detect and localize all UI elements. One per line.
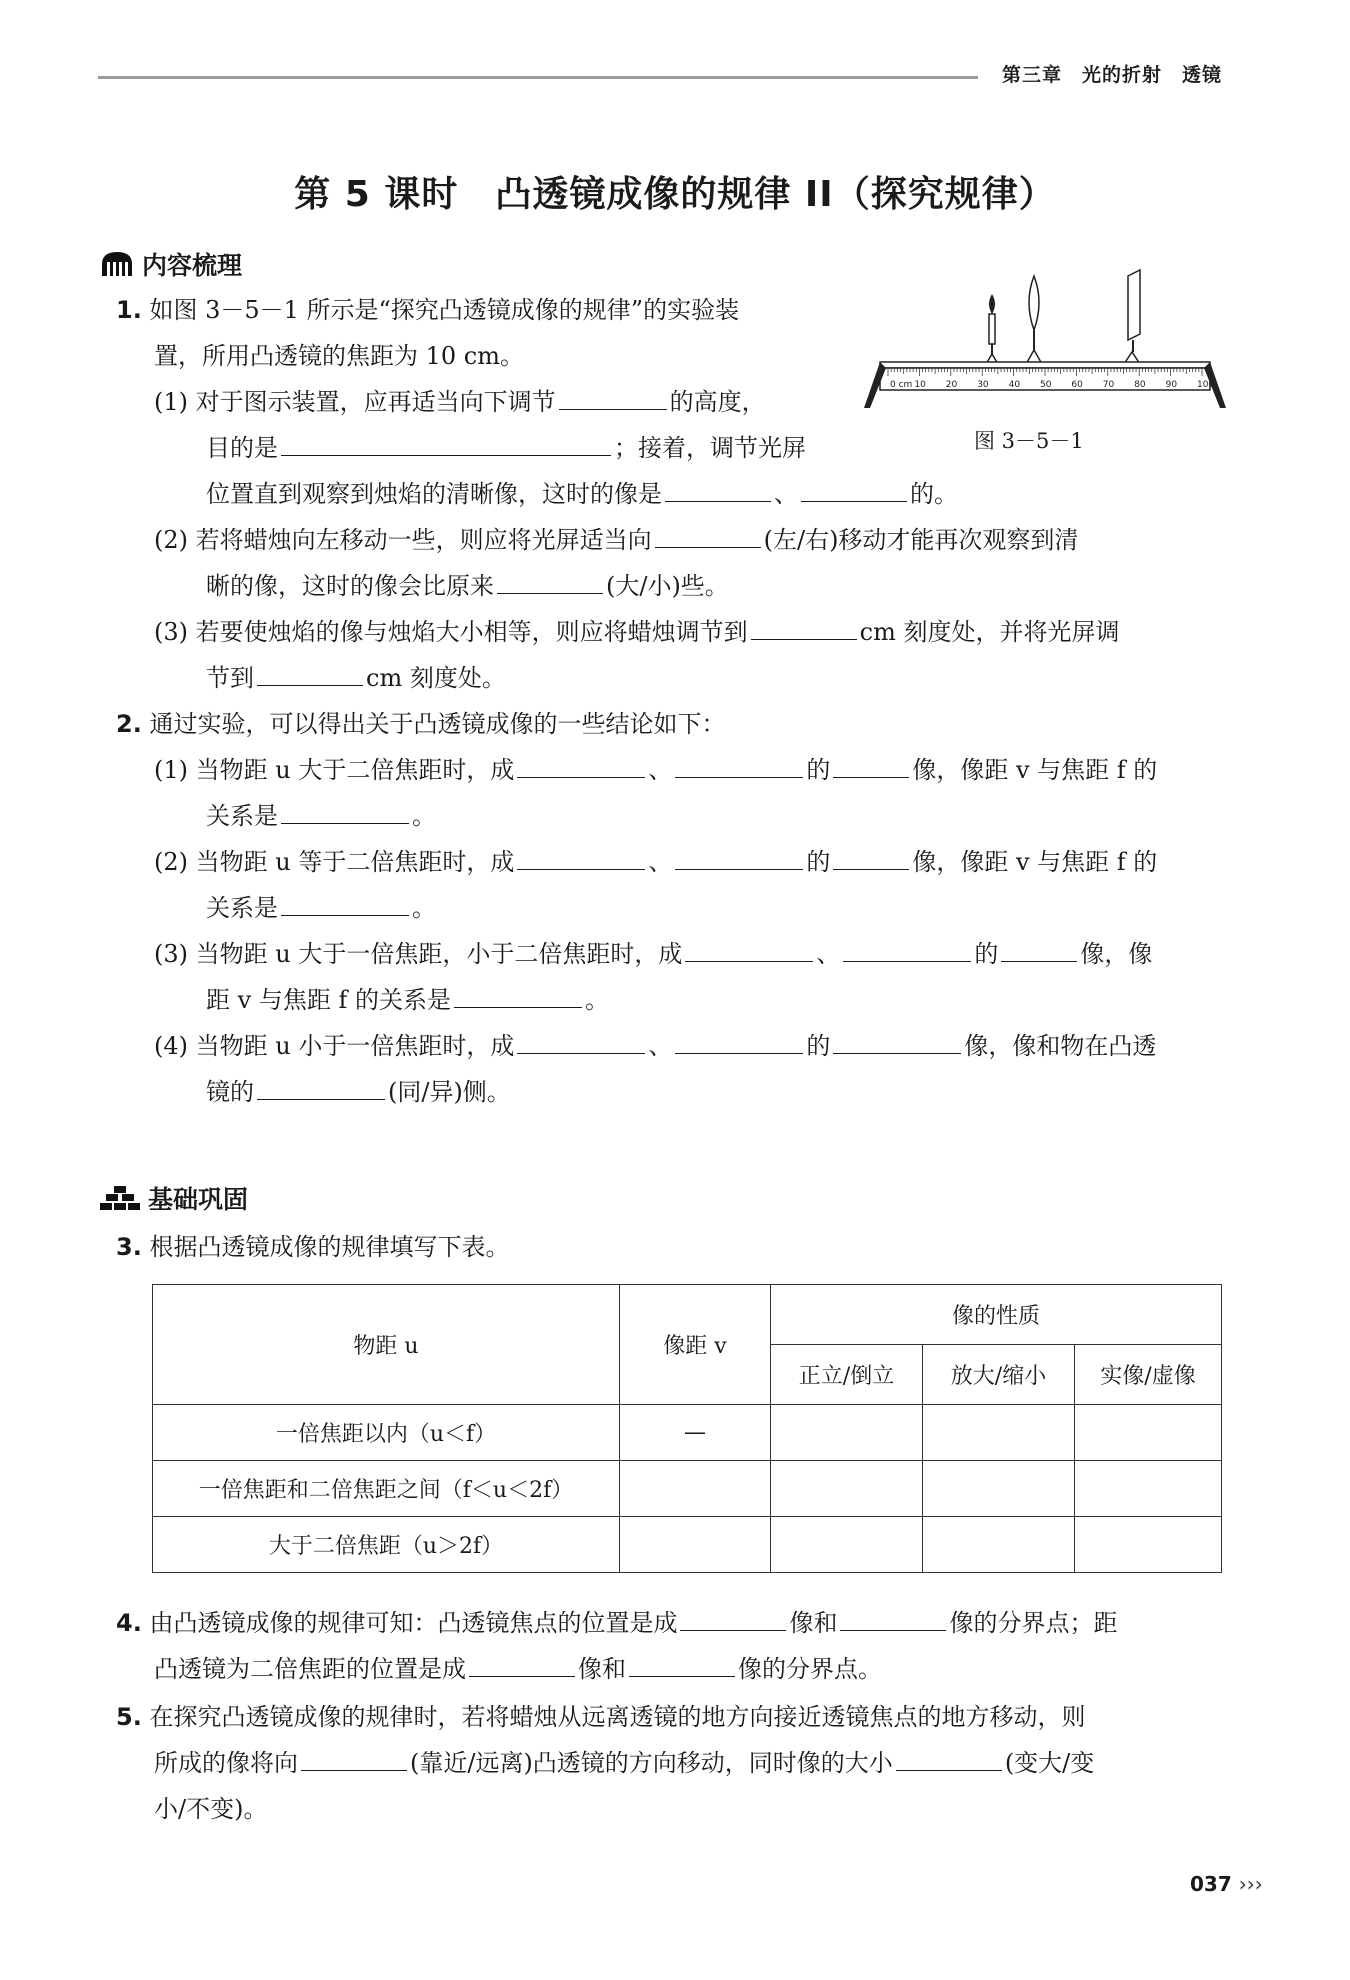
section-heading-basic-consolidation bbox=[100, 1180, 248, 1218]
header-upright-inverted: 正立/倒立 bbox=[771, 1345, 923, 1405]
q4-number: 4. bbox=[116, 1609, 142, 1637]
answer-blank[interactable] bbox=[685, 937, 813, 962]
q1-part2-line2: 晰的像，这时的像会比原来 (大/小)些。 bbox=[206, 569, 729, 603]
figure-caption: 图 3－5－1 bbox=[974, 429, 1084, 453]
image-properties-table bbox=[152, 1284, 1222, 1573]
page-number: 037 ››› bbox=[1190, 1872, 1263, 1896]
answer-blank[interactable] bbox=[680, 1606, 786, 1631]
section-heading-label: 基础巩固 bbox=[148, 1185, 249, 1214]
answer-blank[interactable] bbox=[517, 845, 645, 870]
header-enlarged-reduced: 放大/缩小 bbox=[923, 1345, 1075, 1405]
answer-cell[interactable] bbox=[923, 1405, 1075, 1461]
answer-blank[interactable] bbox=[497, 569, 603, 594]
answer-blank[interactable] bbox=[281, 891, 409, 916]
q2-c4-line1: (4) 当物距 u 小于一倍焦距时，成 、 的 像，像和物在凸透 bbox=[154, 1029, 1156, 1063]
row-label: 一倍焦距以内（u＜f） bbox=[153, 1405, 620, 1461]
answer-blank[interactable] bbox=[559, 385, 667, 410]
section-heading-content-review bbox=[100, 246, 242, 284]
q2-c4-line2: 镜的 (同/异)侧。 bbox=[206, 1075, 511, 1109]
header-image-distance: 像距 v bbox=[620, 1285, 771, 1405]
header-object-distance: 物距 u bbox=[153, 1285, 620, 1405]
q2-c3-line1: (3) 当物距 u 大于一倍焦距，小于二倍焦距时，成 、 的 像，像 bbox=[154, 937, 1152, 971]
answer-cell[interactable] bbox=[771, 1461, 923, 1517]
row-image-distance[interactable]: — bbox=[620, 1405, 771, 1461]
answer-blank[interactable] bbox=[469, 1652, 575, 1677]
ruler-label: 0 cm bbox=[890, 380, 913, 390]
answer-cell[interactable] bbox=[1075, 1461, 1222, 1517]
answer-blank[interactable] bbox=[833, 753, 909, 778]
q1-part1-line3: 位置直到观察到烛焰的清晰像，这时的像是 、 的。 bbox=[206, 477, 958, 511]
answer-blank[interactable] bbox=[629, 1652, 735, 1677]
answer-blank[interactable] bbox=[281, 431, 611, 456]
table-row bbox=[153, 1517, 1222, 1573]
convex-lens-icon bbox=[1026, 276, 1042, 364]
ruler-label: 10 bbox=[914, 380, 926, 390]
q1-number: 1. bbox=[116, 296, 142, 324]
header-rule bbox=[98, 76, 978, 79]
q5-line1: 5. 在探究凸透镜成像的规律时，若将蜡烛从远离透镜的地方向接近透镜焦点的地方移动，则 bbox=[116, 1703, 1086, 1731]
answer-blank[interactable] bbox=[454, 983, 582, 1008]
answer-blank[interactable] bbox=[517, 753, 645, 778]
answer-blank[interactable] bbox=[517, 1029, 645, 1054]
header-real-virtual: 实像/虚像 bbox=[1075, 1345, 1222, 1405]
answer-blank[interactable] bbox=[833, 1029, 961, 1054]
section-heading-label: 内容梳理 bbox=[142, 251, 243, 280]
ruler-label: 60 bbox=[1071, 380, 1083, 390]
q1-line2: 置，所用凸透镜的焦距为 10 cm。 bbox=[154, 342, 524, 370]
q2-c3-line2: 距 v 与焦距 f 的关系是 。 bbox=[206, 983, 609, 1017]
q2-c1-line2: 关系是 。 bbox=[206, 799, 436, 833]
ruler-label: 80 bbox=[1134, 380, 1146, 390]
q3-number: 3. bbox=[116, 1233, 142, 1261]
q2-c2-line1: (2) 当物距 u 等于二倍焦距时，成 、 的 像，像距 v 与焦距 f 的 bbox=[154, 845, 1157, 879]
answer-cell[interactable] bbox=[923, 1461, 1075, 1517]
q1-part3-line1: (3) 若要使烛焰的像与烛焰大小相等，则应将蜡烛调节到 cm 刻度处，并将光屏调 bbox=[154, 615, 1119, 649]
answer-cell[interactable] bbox=[1075, 1405, 1222, 1461]
table-row bbox=[153, 1461, 1222, 1517]
answer-blank[interactable] bbox=[751, 615, 857, 640]
answer-blank[interactable] bbox=[281, 799, 409, 824]
arch-icon bbox=[100, 250, 134, 284]
answer-blank[interactable] bbox=[257, 1075, 385, 1100]
answer-blank[interactable] bbox=[675, 753, 803, 778]
answer-cell[interactable] bbox=[771, 1405, 923, 1461]
row-label: 一倍焦距和二倍焦距之间（f＜u＜2f） bbox=[153, 1461, 620, 1517]
ruler-label: 50 bbox=[1040, 380, 1052, 390]
answer-cell[interactable] bbox=[923, 1517, 1075, 1573]
answer-blank[interactable] bbox=[1001, 937, 1077, 962]
answer-cell[interactable] bbox=[771, 1517, 923, 1573]
q5-line2: 所成的像将向 (靠近/远离)凸透镜的方向移动，同时像的大小 (变大/变 bbox=[154, 1746, 1094, 1780]
q4-line2: 凸透镜为二倍焦距的位置是成 像和 像的分界点。 bbox=[154, 1652, 882, 1686]
q1-line1: 1. 如图 3－5－1 所示是“探究凸透镜成像的规律”的实验装 bbox=[116, 296, 740, 324]
page-title: 第 5 课时 凸透镜成像的规律 II（探究规律） bbox=[294, 174, 1056, 215]
q5-number: 5. bbox=[116, 1703, 142, 1731]
light-screen-icon bbox=[1124, 270, 1140, 364]
q1-part2-line1: (2) 若将蜡烛向左移动一些，则应将光屏适当向 (左/右)移动才能再次观察到清 bbox=[154, 523, 1078, 557]
q5-line3: 小/不变)。 bbox=[154, 1795, 268, 1823]
answer-cell[interactable] bbox=[1075, 1517, 1222, 1573]
q1-part1-line1: (1) 对于图示装置，应再适当向下调节 的高度， bbox=[154, 385, 766, 419]
optical-bench-diagram bbox=[858, 268, 1228, 428]
header-image-nature: 像的性质 bbox=[771, 1285, 1222, 1345]
figure-optical-bench bbox=[858, 268, 1228, 428]
ruler-label: 30 bbox=[977, 380, 989, 390]
answer-blank[interactable] bbox=[301, 1746, 407, 1771]
ruler-label: 100 bbox=[1197, 380, 1215, 390]
answer-blank[interactable] bbox=[833, 845, 909, 870]
table-row bbox=[153, 1405, 1222, 1461]
answer-blank[interactable] bbox=[675, 1029, 803, 1054]
candle-icon bbox=[986, 294, 998, 364]
bricks-icon bbox=[100, 1184, 140, 1218]
chapter-header: 第三章 光的折射 透镜 bbox=[1002, 64, 1223, 86]
answer-blank[interactable] bbox=[843, 937, 971, 962]
q1-part3-line2: 节到 cm 刻度处。 bbox=[206, 661, 506, 695]
row-image-distance[interactable] bbox=[620, 1517, 771, 1573]
q3-text: 3. 根据凸透镜成像的规律填写下表。 bbox=[116, 1233, 510, 1261]
q2-number: 2. bbox=[116, 710, 142, 738]
answer-blank[interactable] bbox=[675, 845, 803, 870]
ruler-label: 20 bbox=[945, 380, 958, 390]
q1-part1-line2: 目的是 ；接着，调节光屏 bbox=[206, 431, 806, 465]
chevrons-right-icon: ››› bbox=[1238, 1872, 1263, 1896]
answer-blank[interactable] bbox=[896, 1746, 1002, 1771]
ruler-label: 40 bbox=[1008, 380, 1021, 390]
answer-blank[interactable] bbox=[801, 477, 907, 502]
q2-c2-line2: 关系是 。 bbox=[206, 891, 436, 925]
answer-blank[interactable] bbox=[840, 1606, 946, 1631]
q4-line1: 4. 由凸透镜成像的规律可知：凸透镜焦点的位置是成 像和 像的分界点；距 bbox=[116, 1606, 1117, 1640]
ruler-label: 70 bbox=[1102, 380, 1115, 390]
answer-blank[interactable] bbox=[655, 523, 761, 548]
ruler-label: 90 bbox=[1165, 380, 1178, 390]
q2-intro: 2. 通过实验，可以得出关于凸透镜成像的一些结论如下： bbox=[116, 710, 726, 738]
q2-c1-line1: (1) 当物距 u 大于二倍焦距时，成 、 的 像，像距 v 与焦距 f 的 bbox=[154, 753, 1157, 787]
row-label: 大于二倍焦距（u＞2f） bbox=[153, 1517, 620, 1573]
answer-blank[interactable] bbox=[257, 661, 363, 686]
answer-blank[interactable] bbox=[665, 477, 771, 502]
row-image-distance[interactable] bbox=[620, 1461, 771, 1517]
